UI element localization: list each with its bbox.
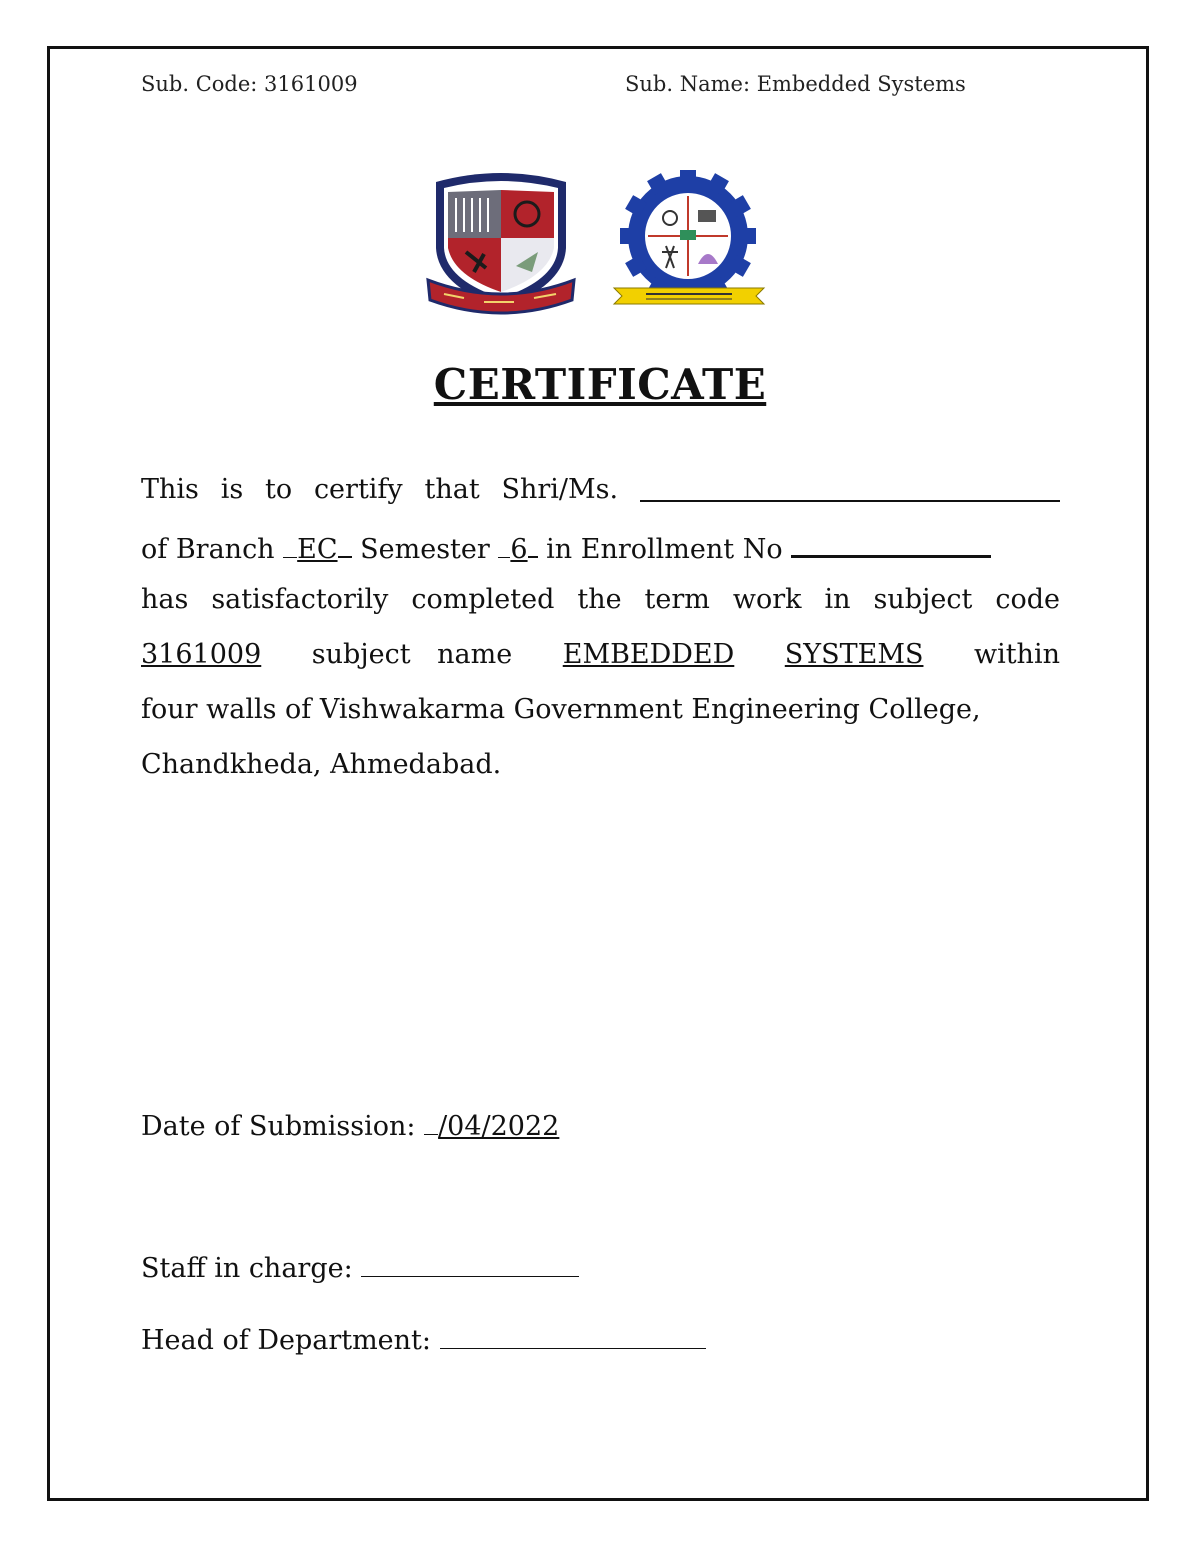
word: within [973, 639, 1060, 670]
semester-blank-lead [498, 531, 510, 558]
word: term [644, 584, 710, 615]
word: that [424, 474, 480, 505]
semester-label: Semester [360, 534, 490, 565]
word: code [995, 584, 1060, 615]
body-line-2 [141, 529, 1060, 565]
date-value: /04/2022 [438, 1111, 560, 1142]
semester-blank-trail [528, 530, 538, 558]
subject-name-header: Sub. Name: Embedded Systems [625, 72, 966, 96]
word: certify [313, 474, 403, 505]
body-line-6: Chandkheda, Ahmedabad. [141, 749, 502, 780]
word: to [265, 474, 293, 505]
subject-code-value: 3161009 [141, 639, 262, 670]
word: work [732, 584, 802, 615]
gtu-logo [424, 168, 578, 318]
word: Shri/Ms. [501, 474, 619, 505]
word: is [220, 474, 244, 505]
hod-label: Head of Department: [141, 1325, 431, 1356]
branch-blank-lead [283, 531, 297, 558]
branch-prefix: of Branch [141, 534, 275, 565]
word: the [577, 584, 622, 615]
enrollment-blank [791, 529, 991, 558]
word: has [141, 584, 189, 615]
word: completed [411, 584, 555, 615]
body-line-5: four walls of Vishwakarma Government Engineering College, [141, 694, 981, 725]
body-line-1 [141, 474, 1060, 505]
student-name-blank [640, 474, 1060, 502]
date-of-submission [141, 1108, 559, 1142]
date-label: Date of Submission: [141, 1111, 416, 1142]
word: in [824, 584, 851, 615]
staff-label: Staff in charge: [141, 1253, 353, 1284]
certificate-title: CERTIFICATE [433, 360, 767, 409]
head-of-department [141, 1322, 706, 1356]
subject-name-value-2: SYSTEMS [784, 639, 924, 670]
date-day-blank [424, 1108, 438, 1135]
vgec-logo [606, 170, 772, 316]
word: subject [873, 584, 973, 615]
word: satisfactorily [211, 584, 389, 615]
hod-signature-blank [440, 1322, 706, 1349]
staff-signature-blank [361, 1250, 579, 1277]
body-line-4 [141, 639, 1060, 670]
body-line-3 [141, 584, 1060, 615]
subject-name-label: subject name [311, 639, 513, 670]
enrollment-label: in Enrollment No [546, 534, 783, 565]
subject-code-header: Sub. Code: 3161009 [141, 72, 358, 96]
subject-name-value-1: EMBEDDED [562, 639, 735, 670]
branch-blank-trail [338, 530, 352, 558]
word: This [141, 474, 199, 505]
branch-value: EC [297, 534, 338, 565]
semester-value: 6 [510, 534, 528, 565]
staff-in-charge [141, 1250, 579, 1284]
